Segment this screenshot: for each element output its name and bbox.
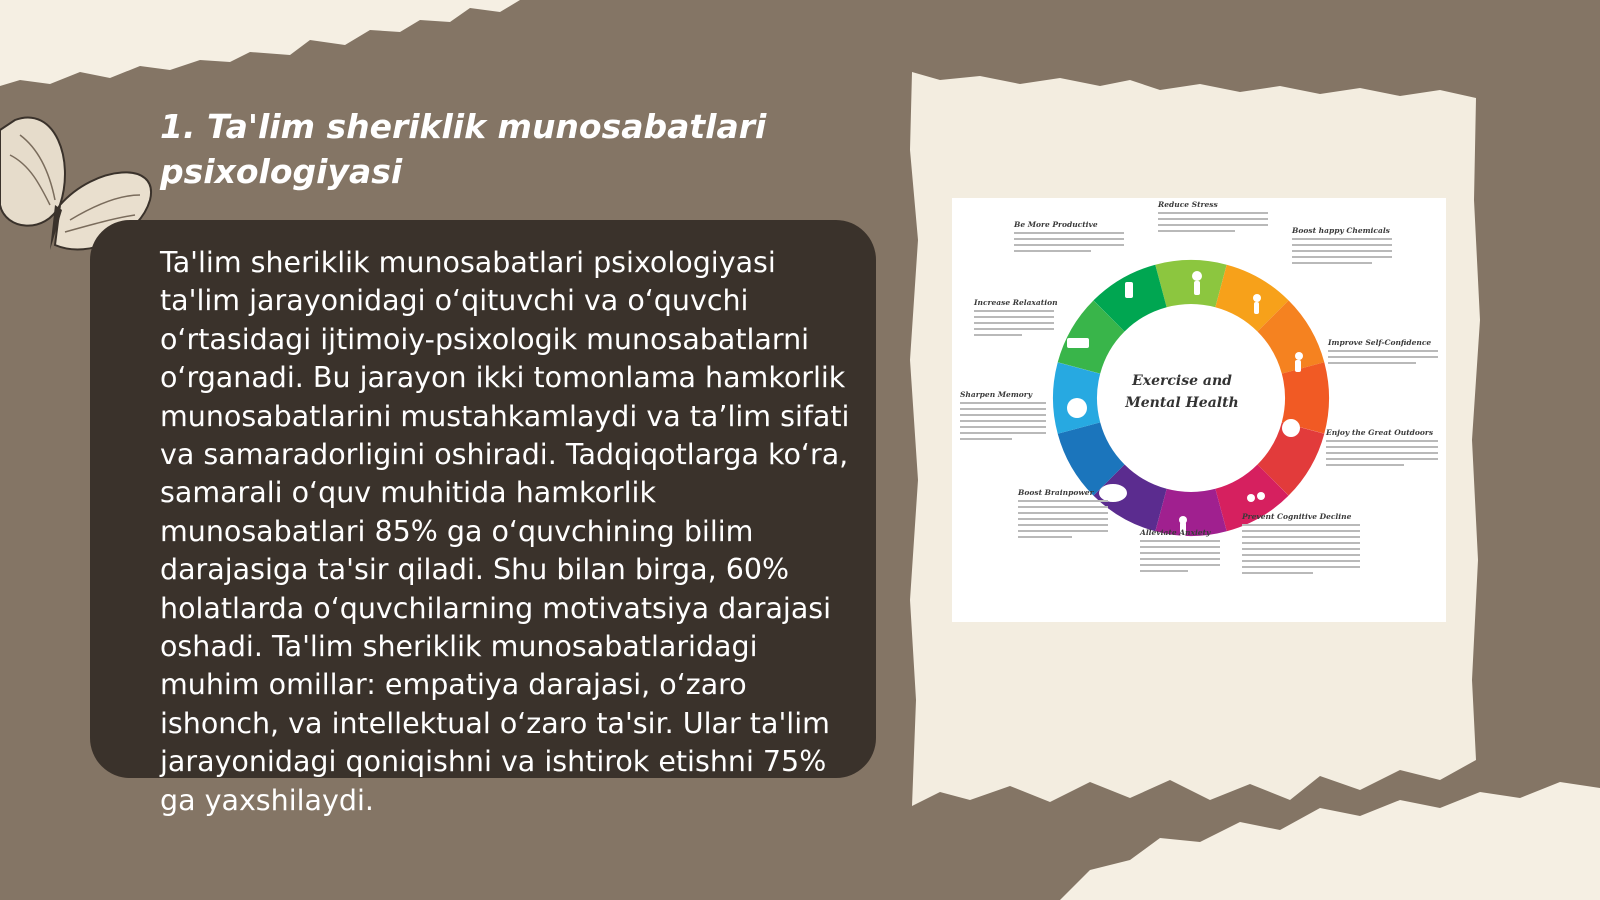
label-sharpen-memory: Sharpen Memory (960, 390, 1033, 399)
label-alleviate-anxiety: Alleviate Anxiety (1140, 528, 1211, 537)
label-increase-relaxation: Increase Relaxation (974, 298, 1058, 307)
body-text: Ta'lim sheriklik munosabatlari psixologiyasi ta'lim jarayonidagi o‘qituvchi va o‘quvchi o‘rtasidagi ijtimoiy-psixologik munosabatlarni o‘rganadi. Bu jarayon ikki tomonlama hamkorlik munosabatlarini mustahkamlaydi va ta’lim sifati va samaradorligini oshiradi. Tadqiqotlarga ko‘ra, samarali o‘quv muhitida hamkorlik munosabatlari 85% ga o‘quvchining bilim darajasiga ta'sir qiladi. Shu bilan birga, 60% holatlarda o‘quvchilarning motivatsiya darajasi oshadi. Ta'lim sheriklik munosabatlaridagi muhim omillar: empatiya darajasi, o‘zaro ishonch, va intellektual o‘zaro ta'sir. Ular ta'lim jarayonidagi qoniqishni va ishtirok etishni 75% ga yaxshilaydi. (160, 246, 850, 817)
label-be-more-productive: Be More Productive (1014, 220, 1098, 229)
label-improve-self-confidence: Improve Self-Confidence (1328, 338, 1432, 347)
slide-title: 1. Ta'lim sheriklik munosabatlari psixologiyasi (160, 107, 767, 191)
infographic-center-title: Exercise and Mental Health (1125, 373, 1239, 411)
label-boost-happy-chemicals: Boost happy Chemicals (1292, 226, 1390, 235)
label-enjoy-great-outdoors: Enjoy the Great Outdoors (1326, 428, 1434, 437)
label-reduce-stress: Reduce Stress (1158, 200, 1218, 209)
label-prevent-cognitive-decline: Prevent Cognitive Decline (1242, 512, 1352, 521)
label-boost-brainpower: Boost Brainpower (1018, 488, 1094, 497)
exercise-mental-health-infographic (952, 198, 1446, 622)
